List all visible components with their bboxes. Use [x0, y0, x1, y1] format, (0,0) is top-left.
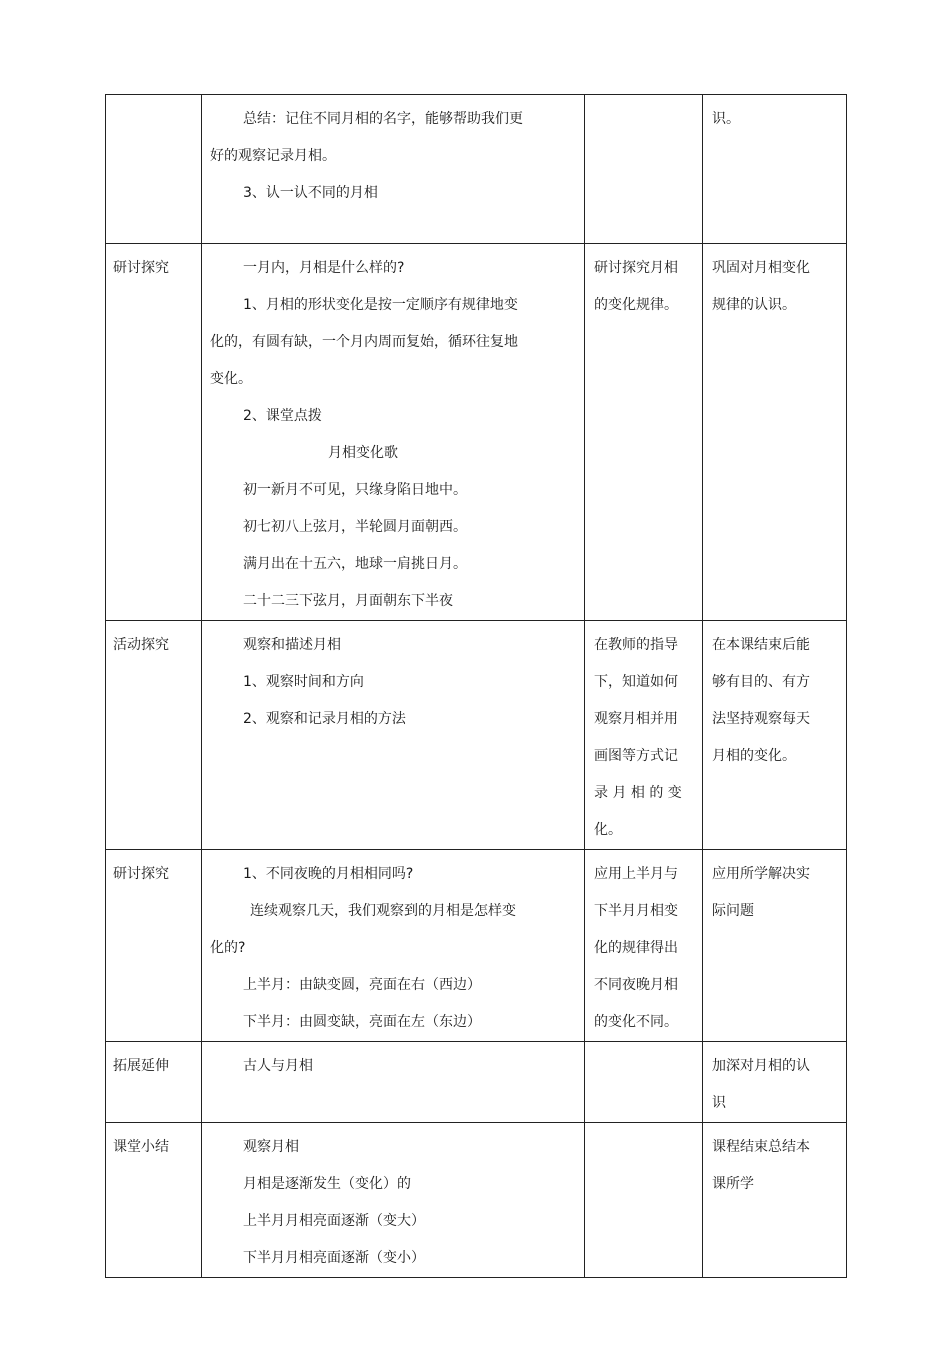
- activity-line: 下半月月相变: [594, 903, 678, 919]
- poem-title: 月相变化歌: [328, 445, 398, 461]
- purpose-line: 巩固对月相变化: [712, 260, 810, 276]
- section-cell: [106, 1123, 202, 1278]
- purpose-line: 应用所学解决实: [712, 866, 810, 882]
- purpose-cell: [703, 850, 847, 1042]
- content-line: 月相是逐渐发生（变化）的: [243, 1176, 411, 1192]
- content-line: 观察和描述月相: [243, 637, 341, 653]
- purpose-line: 月相的变化。: [712, 748, 796, 764]
- activity-line: 化。: [594, 822, 622, 838]
- content-line: 1、月相的形状变化是按一定顺序有规律地变: [243, 297, 518, 313]
- purpose-line: 够有目的、有方: [712, 674, 810, 690]
- content-line: 一月内，月相是什么样的?: [243, 260, 405, 276]
- content-line: 化的，有圆有缺，一个月内周而复始，循环往复地: [210, 334, 518, 350]
- section-label: 研讨探究: [113, 866, 169, 882]
- activity-line: 化的规律得出: [594, 940, 678, 956]
- content-line: 上半月：由缺变圆，亮面在右（西边）: [243, 977, 481, 993]
- activity-line: 应用上半月与: [594, 866, 678, 882]
- activity-line: 在教师的指导: [594, 637, 678, 653]
- purpose-line: 在本课结束后能: [712, 637, 810, 653]
- content-cell: [202, 1042, 585, 1123]
- purpose-cell: [703, 621, 847, 850]
- content-cell: [202, 95, 585, 244]
- purpose-line: 法坚持观察每天: [712, 711, 810, 727]
- activity-line: 研讨探究月相: [594, 260, 678, 276]
- content-line: 总结：记住不同月相的名字，能够帮助我们更: [243, 111, 523, 127]
- section-cell: [106, 95, 202, 244]
- section-label: 研讨探究: [113, 260, 169, 276]
- content-line: 上半月月相亮面逐渐（变大）: [243, 1213, 425, 1229]
- section-cell: [106, 1042, 202, 1123]
- table-row: [106, 621, 847, 850]
- content-line: 2、课堂点拨: [243, 408, 322, 424]
- purpose-cell: [703, 1042, 847, 1123]
- activity-cell: [585, 244, 703, 621]
- section-label: 拓展延伸: [113, 1058, 169, 1074]
- purpose-cell: [703, 1123, 847, 1278]
- content-line: 化的?: [210, 940, 246, 956]
- activity-cell: [585, 1042, 703, 1123]
- activity-line: 观察月相并用: [594, 711, 678, 727]
- purpose-line: 规律的认识。: [712, 297, 796, 313]
- content-line: 变化。: [210, 371, 252, 387]
- poem-line: 初七初八上弦月，半轮圆月面朝西。: [243, 519, 467, 535]
- activity-line: 画图等方式记: [594, 748, 678, 764]
- content-line: 好的观察记录月相。: [210, 148, 336, 164]
- purpose-cell: [703, 95, 847, 244]
- activity-line: 的变化不同。: [594, 1014, 678, 1030]
- content-line: 3、认一认不同的月相: [243, 185, 378, 201]
- activity-line: 录 月 相 的 变: [594, 785, 682, 801]
- activity-line: 不同夜晚月相: [594, 977, 678, 993]
- section-cell: [106, 850, 202, 1042]
- activity-line: 下，知道如何: [594, 674, 678, 690]
- content-cell: [202, 621, 585, 850]
- content-cell: [202, 1123, 585, 1278]
- content-line: 连续观察几天，我们观察到的月相是怎样变: [250, 903, 516, 919]
- purpose-line: 课程结束总结本: [712, 1139, 810, 1155]
- poem-line: 二十二三下弦月，月面朝东下半夜: [243, 593, 453, 609]
- activity-line: 的变化规律。: [594, 297, 678, 313]
- poem-line: 满月出在十五六，地球一肩挑日月。: [243, 556, 467, 572]
- purpose-line: 识。: [712, 111, 740, 127]
- content-line: 2、观察和记录月相的方法: [243, 711, 406, 727]
- purpose-cell: [703, 244, 847, 621]
- table-row: [106, 850, 847, 1042]
- content-cell: [202, 850, 585, 1042]
- section-label: 课堂小结: [113, 1139, 169, 1155]
- activity-cell: [585, 621, 703, 850]
- activity-cell: [585, 850, 703, 1042]
- purpose-line: 识: [712, 1095, 726, 1111]
- lesson-plan-table: [105, 94, 847, 1278]
- section-cell: [106, 621, 202, 850]
- content-line: 古人与月相: [243, 1058, 313, 1074]
- content-line: 观察月相: [243, 1139, 299, 1155]
- table-row: [106, 244, 847, 621]
- content-line: 下半月月相亮面逐渐（变小）: [243, 1250, 425, 1266]
- table-row: [106, 95, 847, 244]
- table-row: [106, 1123, 847, 1278]
- activity-cell: [585, 95, 703, 244]
- content-line: 1、不同夜晚的月相相同吗?: [243, 866, 414, 882]
- section-label: 活动探究: [113, 637, 169, 653]
- table-row: [106, 1042, 847, 1123]
- activity-cell: [585, 1123, 703, 1278]
- section-cell: [106, 244, 202, 621]
- purpose-line: 际问题: [712, 903, 754, 919]
- purpose-line: 课所学: [712, 1176, 754, 1192]
- poem-line: 初一新月不可见，只缘身陷日地中。: [243, 482, 467, 498]
- content-line: 下半月：由圆变缺，亮面在左（东边）: [243, 1014, 481, 1030]
- content-cell: [202, 244, 585, 621]
- purpose-line: 加深对月相的认: [712, 1058, 810, 1074]
- content-line: 1、观察时间和方向: [243, 674, 364, 690]
